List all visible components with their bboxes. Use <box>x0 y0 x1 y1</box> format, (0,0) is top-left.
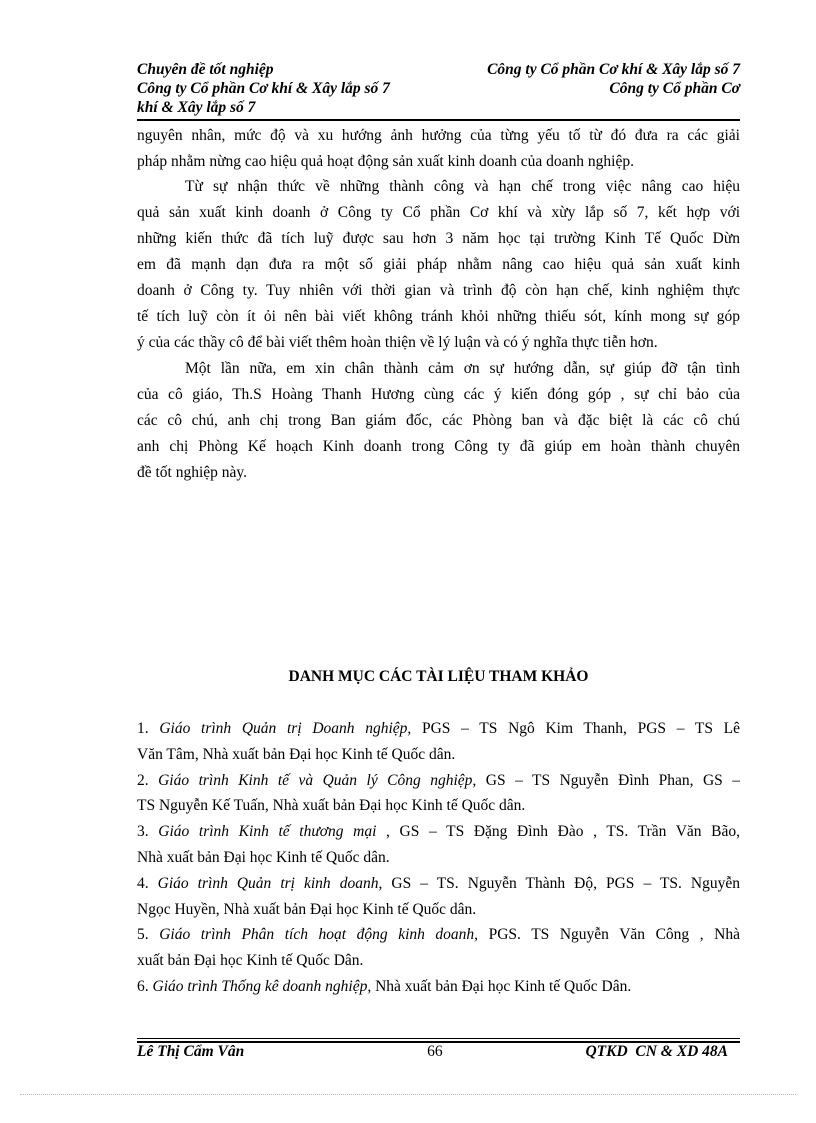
page-footer <box>137 1043 740 1061</box>
page-number: 66 <box>427 1043 443 1060</box>
reference-number: 2. <box>137 771 159 789</box>
reference-line <box>137 871 740 897</box>
reference-details: GS – TS. Nguyễn Thành Độ, PGS – TS. Nguyễn <box>382 874 740 892</box>
references-title: DANH MỤC CÁC TÀI LIỆU THAM KHẢO <box>288 668 589 685</box>
text-line: quả sản xuất kinh doanh ở Công ty Cổ phần Cơ khí và xừy lắp số 7, kết hợp với <box>137 204 740 221</box>
text-line: Một lần nữa, em xin chân thành cảm ơn sự hướng dẫn, sự giúp đỡ tận tình <box>185 360 740 377</box>
page-boundary <box>20 1094 796 1095</box>
text-line: ý của các thầy cô để bài viết thêm hoàn thiện về lý luận và có ý nghĩa thực tiễn hơn. <box>137 334 658 351</box>
footer-class: QTKD CN & XD 48A <box>585 1043 728 1060</box>
reference-details: , PGS – TS Ngô Kim Thanh, PGS – TS Lê <box>407 720 740 737</box>
reference-title: Giáo trình Kinh tế thương mại <box>158 823 377 841</box>
text-line: các cô chú, anh chị trong Ban giám đốc, các Phòng ban và đặc biệt là các cô chú <box>137 412 740 429</box>
reference-number: 6. <box>137 977 153 995</box>
paragraph-2 <box>137 174 740 356</box>
reference-title: Giáo trình Thống kê doanh nghiệp, <box>152 977 372 995</box>
reference-number: 3. <box>137 823 159 841</box>
header-company: khí & Xây lắp số 7 <box>137 99 256 116</box>
reference-line: TS Nguyễn Kế Tuấn, Nhà xuất bản Đại học Kinh tế Quốc dân. <box>137 797 526 815</box>
header-company: Công ty Cổ phần Cơ <box>609 80 740 97</box>
reference-line <box>137 974 740 1000</box>
reference-line <box>137 922 740 948</box>
header-company: Công ty Cổ phần Cơ khí & Xây lắp số 7 <box>137 80 390 97</box>
paragraph-1 <box>137 123 740 175</box>
text-line: những kiến thức đã tích luỹ được sau hơn 3 năm học tại trường Kinh Tế Quốc Dừn <box>137 230 740 247</box>
reference-line <box>137 819 740 845</box>
reference-details: , GS – TS Đặng Đình Đào , TS. Trần Văn Bão, <box>376 823 740 841</box>
reference-line: Nhà xuất bản Đại học Kinh tế Quốc dân. <box>137 848 390 866</box>
text-line: đề tốt nghiệp này. <box>137 464 248 481</box>
reference-line: Ngọc Huyền, Nhà xuất bản Đại học Kinh tế Quốc dân. <box>137 900 477 918</box>
text-line: doanh ở Công ty. Tuy nhiên với thời gian và trình độ còn hạn chế, kinh nghiệm thực <box>137 282 740 299</box>
text-line: nguyên nhân, mức độ và xu hướng ảnh hưởng của từng yếu tố từ đó đưa ra các giải <box>137 127 740 144</box>
reference-line <box>137 716 740 742</box>
reference-title: Giáo trình Kinh tế và Quản lý Công nghiệp, <box>158 771 477 789</box>
reference-line: Văn Tâm, Nhà xuất bản Đại học Kinh tế Quốc dân. <box>137 745 456 763</box>
header-doc-type: Chuyên đề tốt nghiệp <box>137 61 274 78</box>
text-line: anh chị Phòng Kế hoạch Kinh doanh trong Công ty đã giúp em hoàn thành chuyên <box>137 438 740 455</box>
reference-details: Nhà xuất bản Đại học Kinh tế Quốc Dân. <box>371 977 632 995</box>
references-list <box>137 716 740 1000</box>
reference-number: 4. <box>137 874 158 892</box>
reference-details: GS – TS Nguyễn Đình Phan, GS – <box>476 771 740 789</box>
page-header <box>137 60 740 117</box>
text-line: Từ sự nhận thức về những thành công và hạn chế trong việc nâng cao hiệu <box>185 178 740 195</box>
text-line: pháp nhằm nừng cao hiệu quả hoạt động sản xuất kinh doanh của doanh nghiệp. <box>137 153 634 170</box>
text-line: tế tích luỹ còn ít ỏi nên bài viết không tránh khỏi những thiếu sót, kính mong sự góp <box>137 308 740 325</box>
reference-number: 1. <box>137 720 160 737</box>
reference-number: 5. <box>137 926 160 944</box>
text-line: của cô giáo, Th.S Hoàng Thanh Hương cùng các ý kiến đóng góp , sự chỉ bảo của <box>137 386 740 403</box>
reference-title: Giáo trình Phân tích hoạt động kinh doanh, <box>159 926 479 944</box>
footer-author: Lê Thị Cẩm Vân <box>137 1043 245 1060</box>
reference-line <box>137 768 740 794</box>
header-company: Công ty Cổ phần Cơ khí & Xây lắp số 7 <box>487 61 740 78</box>
reference-line: xuất bản Đại học Kinh tế Quốc Dân. <box>137 952 364 970</box>
reference-details: PGS. TS Nguyễn Văn Công , Nhà <box>478 926 740 944</box>
text-line: em đã mạnh dạn đưa ra một số giải pháp nhằm nâng cao hiệu quả sản xuất kinh <box>137 256 740 273</box>
reference-title: Giáo trình Quản trị kinh doanh, <box>157 874 383 892</box>
paragraph-3 <box>137 356 740 486</box>
reference-title: Giáo trình Quản trị Doanh nghiệp <box>159 720 408 737</box>
header-rule <box>137 119 740 121</box>
